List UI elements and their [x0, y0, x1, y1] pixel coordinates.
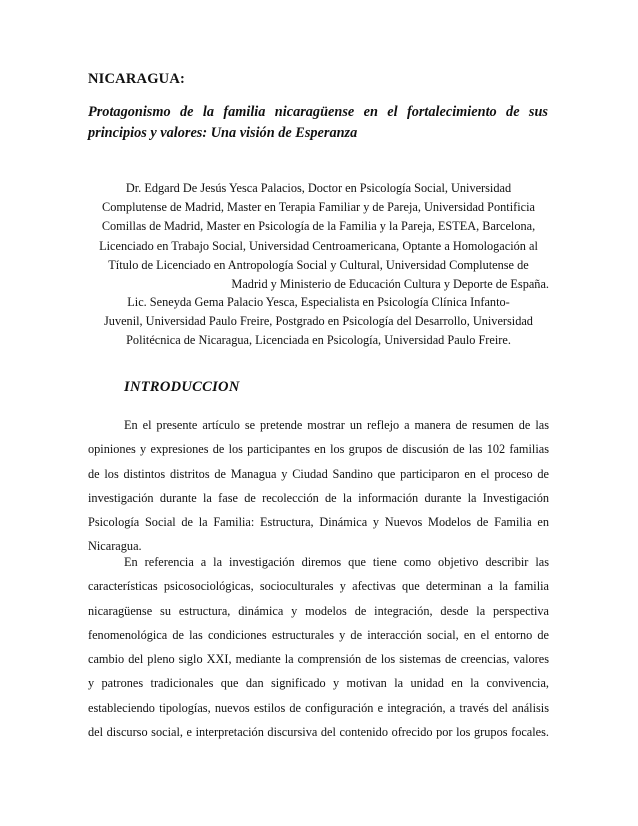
title-line: Protagonismo de la familia nicaragüense en el fortalecimiento de sus [88, 104, 548, 120]
paragraph-line: y patrones tradicionales que dan significado y motivan la unidad en la convivencia, [88, 676, 549, 691]
paragraph-line: investigación durante la fase de recolección de la información durante la Investigación [88, 490, 549, 505]
paragraph-line: características psicosociológicas, socioculturales y afectivas que determinan a la familia [88, 579, 549, 594]
paragraph-line: Nicaragua. [88, 539, 142, 554]
paragraph-2 [88, 550, 549, 744]
author-line: Título de Licenciado en Antropología Social y Cultural, Universidad Complutense de [108, 257, 529, 272]
paragraph-line: En el presente artículo se pretende mostrar un reflejo a manera de resumen de las [124, 418, 549, 432]
author-line: Politécnica de Nicaragua, Licenciada en Psicología, Universidad Paulo Freire. [126, 333, 511, 348]
paragraph-line: fenomenológica de las condiciones estructurales y de interacción social, en el entorno de [88, 627, 549, 642]
paragraph-line: estableciendo tipologías, nuevos estilos de configuración e integración, a través del análisis [88, 700, 549, 715]
paragraph-line: En referencia a la investigación diremos que tiene como objetivo describir las [124, 555, 549, 569]
paragraph-line: opiniones y expresiones de los participantes en los grupos de discusión de las 102 familias [88, 442, 549, 457]
section-heading-introduccion: INTRODUCCION [124, 379, 240, 395]
article-title [88, 102, 548, 144]
paragraph-line: Psicología Social de la Familia: Estructura, Dinámica y Nuevos Modelos de Familia en [88, 515, 549, 530]
author-line: Complutense de Madrid, Master en Terapia Familiar y de Pareja, Universidad Pontificia [102, 200, 535, 215]
country-heading: NICARAGUA: [88, 71, 186, 87]
author-line: Lic. Seneyda Gema Palacio Yesca, Especialista en Psicología Clínica Infanto- [127, 295, 510, 309]
author-line: Comillas de Madrid, Master en Psicología de la Familia y la Pareja, ESTEA, Barcelona, [101, 219, 536, 234]
paragraph-1 [88, 413, 549, 559]
paragraph-line: cambio del pleno siglo XXI, mediante la comprensión de los sistemas de creencias, valores [88, 652, 549, 667]
author-line: Dr. Edgard De Jesús Yesca Palacios, Doctor en Psicología Social, Universidad [125, 181, 512, 195]
author-line: Madrid y Ministerio de Educación Cultura y Deporte de España. [231, 277, 549, 292]
author-line: Juvenil, Universidad Paulo Freire, Postgrado en Psicología del Desarrollo, Universidad [104, 314, 533, 329]
author-credentials-1 [88, 179, 549, 294]
title-line: principios y valores: Una visión de Esperanza [88, 125, 358, 141]
paragraph-line: nicaragüense su estructura, dinámica y modelos de integración, desde la perspectiva [88, 603, 549, 618]
paragraph-line: de los distintos distritos de Managua y Ciudad Sandino que participaron en el proceso de [88, 466, 549, 481]
author-credentials-2 [88, 293, 549, 351]
author-line: Licenciado en Trabajo Social, Universidad Centroamericana, Optante a Homologación al [99, 238, 538, 253]
paragraph-line: del discurso social, e interpretación discursiva del contenido ofrecido por los grupos focales. [88, 725, 549, 740]
